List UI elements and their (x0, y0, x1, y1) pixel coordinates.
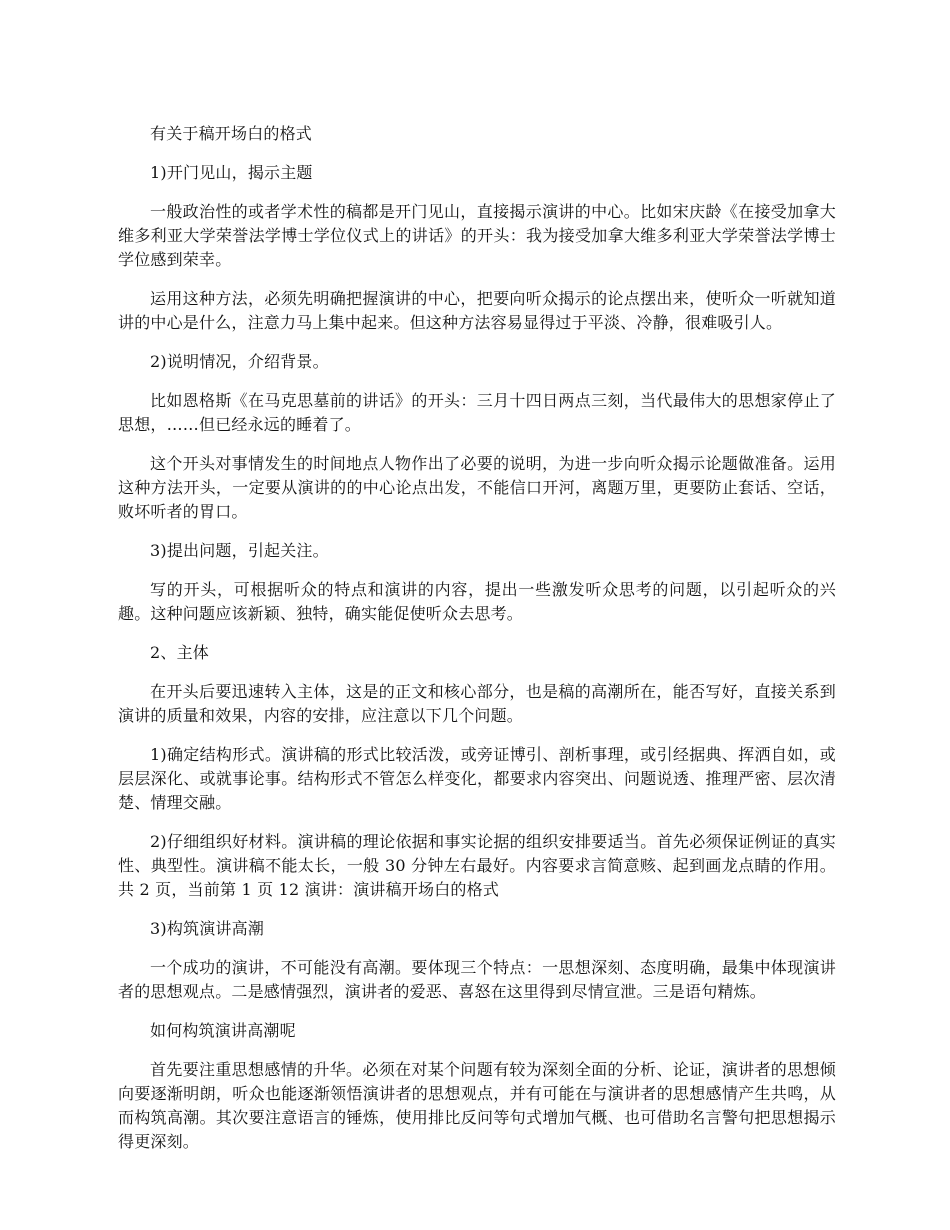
paragraph-heading-how: 如何构筑演讲高潮呢 (150, 1021, 296, 1040)
section-heading-body: 2、主体 (150, 643, 209, 662)
paragraph-heading-2: 2)说明情况，介绍背景。 (150, 352, 329, 371)
paragraph: 一个成功的演讲，不可能没有高潮。要体现三个特点：一思想深刻、态度明确，最集中体现演讲者的思想观点。二是感情强烈，演讲者的爱恶、喜怒在这里得到尽情宣泄。三是语句精炼。 (118, 958, 836, 1001)
paragraph: 在开头后要迅速转入主体，这是的正文和核心部分，也是稿的高潮所在，能否写好，直接关系到演讲的质量和效果，内容的安排，应注意以下几个问题。 (118, 682, 836, 725)
paragraph: 2)仔细组织好材料。演讲稿的理论依据和事实论据的组织安排要适当。首先必须保证例证的真实性、典型性。演讲稿不能太长，一般 30 分钟左右最好。内容要求言简意赅、起到画龙点睛的作用。共 2 页，当前第 1 页 12 演讲：演讲稿开场白的格式 (118, 832, 836, 899)
paragraph-heading-climax: 3)构筑演讲高潮 (150, 919, 265, 938)
paragraph-heading-1: 1)开门见山，揭示主题 (150, 163, 313, 182)
document-page (118, 122, 836, 1169)
paragraph-heading-3: 3)提出问题，引起关注。 (150, 541, 329, 560)
paragraph: 1)确定结构形式。演讲稿的形式比较活泼，或旁证博引、剖析事理，或引经据典、挥洒自如，或层层深化、或就事论事。结构形式不管怎么样变化，都要求内容突出、问题说透、推理严密、层次清楚、情理交融。 (118, 745, 836, 812)
paragraph: 写的开头，可根据听众的特点和演讲的内容，提出一些激发听众思考的问题，以引起听众的兴趣。这种问题应该新颖、独特，确实能促使听众去思考。 (118, 580, 836, 623)
paragraph: 运用这种方法，必须先明确把握演讲的中心，把要向听众揭示的论点摆出来，使听众一听就知道讲的中心是什么，注意力马上集中起来。但这种方法容易显得过于平淡、冷静，很难吸引人。 (118, 289, 836, 332)
paragraph: 比如恩格斯《在马克思墓前的讲话》的开头：三月十四日两点三刻，当代最伟大的思想家停止了思想，……但已经永远的睡着了。 (118, 391, 836, 434)
paragraph: 首先要注重思想感情的升华。必须在对某个问题有较为深刻全面的分析、论证，演讲者的思想倾向要逐渐明朗，听众也能逐渐领悟演讲者的思想观点，并有可能在与演讲者的思想感情产生共鸣，从而构筑高潮。其次要注意语言的锤炼，使用排比反问等句式增加气概、也可借助名言警句把思想揭示得更深刻。 (118, 1060, 836, 1151)
paragraph: 这个开头对事情发生的时间地点人物作出了必要的说明，为进一步向听众揭示论题做准备。运用这种方法开头，一定要从演讲的的中心论点出发，不能信口开河，离题万里，更要防止套话、空话，败坏听者的胃口。 (118, 454, 836, 521)
paragraph: 一般政治性的或者学术性的稿都是开门见山，直接揭示演讲的中心。比如宋庆龄《在接受加拿大维多利亚大学荣誉法学博士学位仪式上的讲话》的开头：我为接受加拿大维多利亚大学荣誉法学博士学位感到荣幸。 (118, 202, 836, 269)
paragraph-title: 有关于稿开场白的格式 (150, 124, 313, 143)
